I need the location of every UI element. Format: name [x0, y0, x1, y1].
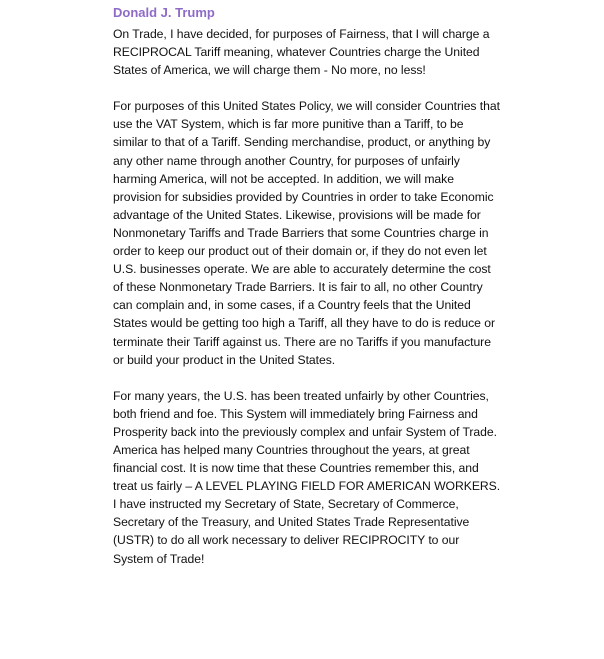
paragraph-spacer: [113, 369, 501, 387]
post-author[interactable]: Donald J. Trump: [113, 5, 215, 20]
paragraph-spacer: [113, 79, 501, 97]
post: [113, 3, 501, 568]
post-paragraph-3: For many years, the U.S. has been treated unfairly by other Countries, both friend and foe. This System will immediately bring Fairness and Prosperity back into the previously complex and unfair System of Trade. America has helped many Countries throughout the years, at great financial cost. It is now time that these Countries remember this, and treat us fairly – A LEVEL PLAYING FIELD FOR AMERICAN WORKERS. I have instructed my Secretary of State, Secretary of Commerce, Secretary of the Treasury, and United States Trade Representative (USTR) to do all work necessary to deliver RECIPROCITY to our System of Trade!: [113, 388, 501, 566]
post-paragraph-2: For purposes of this United States Policy, we will consider Countries that use the VAT System, which is far more punitive than a Tariff, to be similar to that of a Tariff. Sending merchandise, product, or anything by any other name through another Country, for purposes of unfairly harming America, will not be accepted. In addition, we will make provision for subsidies provided by Countries in order to take Economic advantage of the United States. Likewise, provisions will be made for Nonmonetary Tariffs and Trade Barriers that some Countries charge in order to keep our product out of their domain or, if they do not even let U.S. businesses operate. We are able to accurately determine the cost of these Nonmonetary Trade Barriers. It is fair to all, no other Country can complain and, in some cases, if a Country feels that the United States would be getting too high a Tariff, all they have to do is reduce or terminate their Tariff against us. There are no Tariffs if you manufacture or build your product in the United States.: [113, 99, 500, 367]
post-paragraph-1: On Trade, I have decided, for purposes of Fairness, that I will charge a RECIPROCAL Tariff meaning, whatever Countries charge the United States of America, we will charge them - No more, no less!: [113, 27, 490, 78]
